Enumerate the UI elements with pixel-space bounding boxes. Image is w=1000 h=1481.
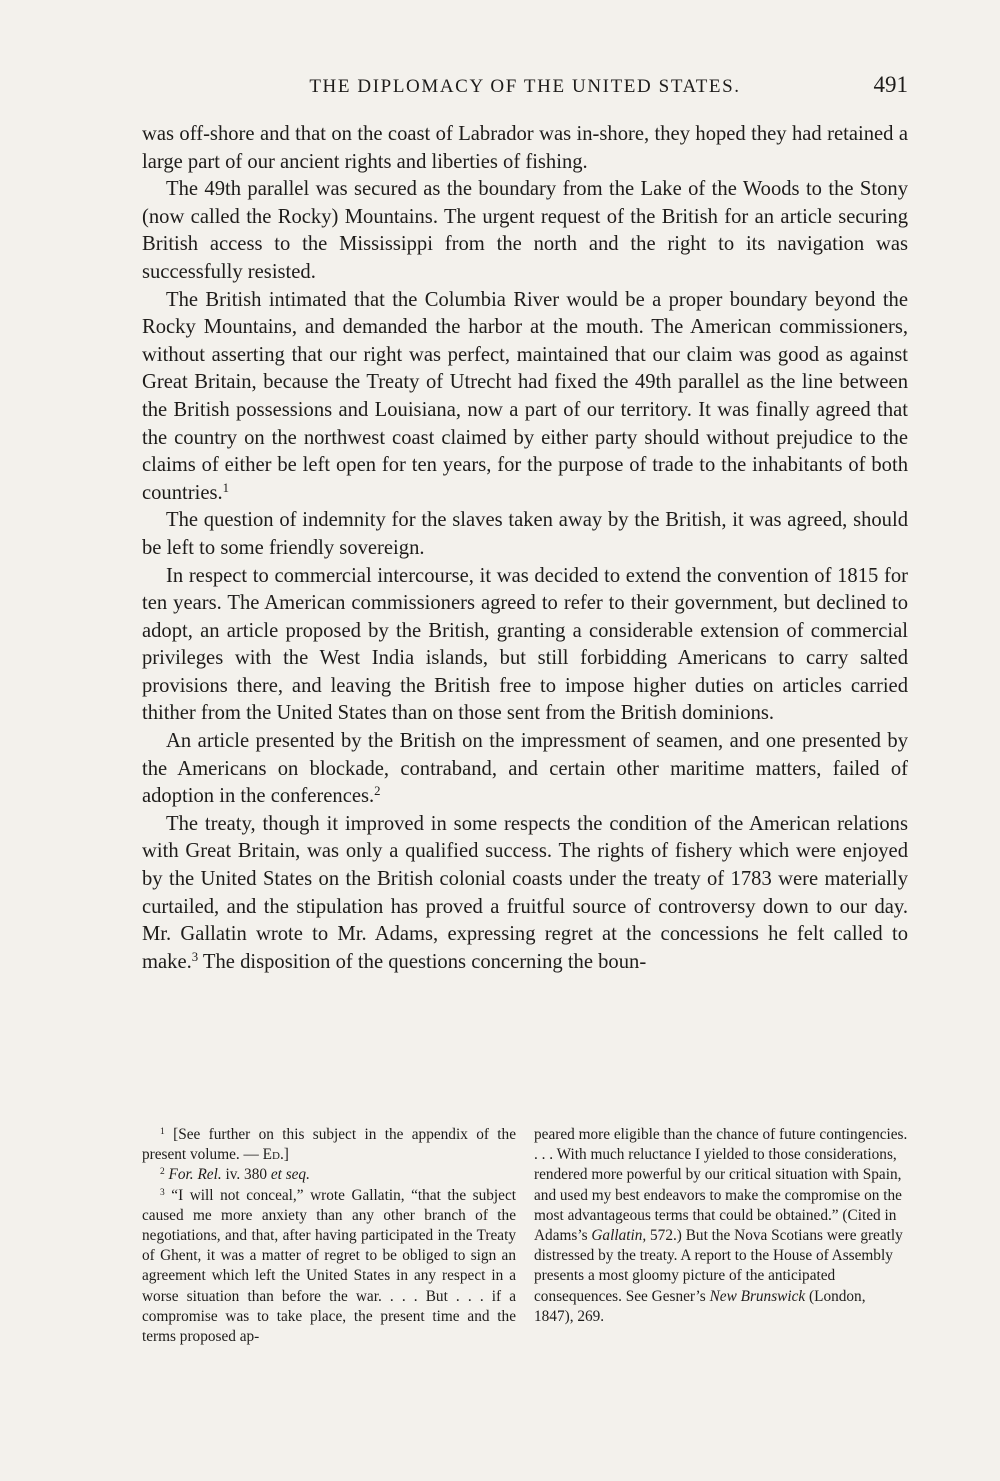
running-title: THE DIPLOMACY OF THE UNITED STATES. xyxy=(309,76,741,97)
paragraph-3 xyxy=(142,287,908,508)
footnotes-left-column xyxy=(142,1125,516,1347)
footnote-1 xyxy=(142,1125,516,1165)
paragraph-7-text-b: The disposition of the questions concerning the boun- xyxy=(198,950,647,973)
page-number: 491 xyxy=(873,72,908,97)
footnote-2 xyxy=(142,1165,516,1185)
paragraph-4-text: The question of indemnity for the slaves taken away by the British, it was agreed, should be left to some friendly sovereign. xyxy=(142,509,908,559)
footnote-3-text: “I will not conceal,” wrote Gallatin, “that the subject caused me more anxiety than any other branch of the negotiations, and that, after having participated in the Treaty of Ghent, it was a matter of regret to be obliged to sign an agreement which left the United States in any respect in a worse situation than before the war. . . . But . . . if a compromise was to take place, the present time and the terms proposed ap- xyxy=(142,1186,516,1346)
paragraph-2-text: The 49th parallel was secured as the boundary from the Lake of the Woods to the Stony (now called the Rocky) Mountains. The urgent request of the British for an article securing British access to the Mississippi from the north and the right to its navigation was successfully resisted. xyxy=(142,178,908,283)
footnote-3-cont-b: 572.) But the Nova Scotians were greatly distressed by the treaty. A report to the House of Assembly presents a most gloomy picture of the anticipated consequences. See Gesner’s xyxy=(534,1227,903,1305)
paragraph-6-text: An article presented by the British on the impressment of seamen, and one presented by the Americans on blockade, contraband, and certain other maritime matters, failed of adoption in the conferences. xyxy=(142,730,908,808)
paragraph-1 xyxy=(142,121,908,176)
footnote-ref-1: 1 xyxy=(222,480,230,495)
footnote-1-editor: Ed. xyxy=(262,1146,284,1164)
paragraph-2 xyxy=(142,176,908,286)
footnote-2-title: For. Rel. xyxy=(164,1166,222,1184)
footnote-3-mark: 3 xyxy=(160,1187,165,1198)
footnote-3-new-brunswick: New Brunswick xyxy=(709,1287,806,1305)
footnote-3-cont-c: (London, 1847), 269. xyxy=(534,1287,866,1325)
footnote-3 xyxy=(142,1186,516,1348)
paragraph-7-text-a: The treaty, though it improved in some respects the condition of the American relations with Great Britain, was only a qualified success. The rights of fishery which were enjoyed by the United States on the British colonial coasts under the treaty of 1783 were materially curtailed, and the stipulation has proved a fruitful source of controversy down to our day. Mr. Gallatin wrote to Mr. Adams, expressing regret at the concessions he felt called to make. xyxy=(142,812,908,973)
footnote-2-text: iv. 380 xyxy=(221,1166,271,1184)
paragraph-6 xyxy=(142,728,908,811)
footnote-2-mark: 2 xyxy=(160,1167,165,1178)
paragraph-7 xyxy=(142,811,908,977)
footnote-1-mark: 1 xyxy=(160,1126,165,1137)
footnote-1-close: ] xyxy=(283,1146,289,1164)
paragraph-4 xyxy=(142,507,908,562)
running-head xyxy=(142,72,908,106)
paragraph-1-text: was off-shore and that on the coast of Labrador was in-shore, they hoped they had retained a large part of our ancient rights and liberties of fishing. xyxy=(142,123,908,173)
footnote-2-et-seq: et seq. xyxy=(270,1166,310,1184)
footnotes xyxy=(142,1125,908,1347)
footnote-ref-2: 2 xyxy=(374,784,381,799)
footnote-1-text: [See further on this subject in the appendix of the present volume. — xyxy=(142,1126,516,1164)
body-text xyxy=(142,121,908,976)
footnote-3-cont-a: peared more eligible than the chance of future contingencies. . . . With much reluctance I yielded to those considerations, rendered more powerful by our critical situation with Spain, and used my best endeavors to make the compromise on the most advantageous terms that could be obtained.” (Cited in Adams’s xyxy=(534,1126,908,1245)
footnote-3-gallatin: Gallatin, xyxy=(591,1227,647,1245)
paragraph-5-text: In respect to commercial intercourse, it was decided to extend the convention of 1815 for ten years. The American commissioners agreed to refer to their government, but declined to adopt, an article proposed by the British, granting a considerable extension of commercial privileges with the West India islands, but still forbidding Americans to carry salted provisions there, and leaving the British free to impose higher duties on articles carried thither from the United States than on those sent from the British dominions. xyxy=(142,564,908,725)
paragraph-5 xyxy=(142,563,908,729)
footnotes-right-column xyxy=(534,1125,908,1347)
footnote-3-continued xyxy=(534,1125,908,1327)
footnote-ref-3: 3 xyxy=(191,949,199,964)
paragraph-3-text: The British intimated that the Columbia River would be a proper boundary beyond the Rocky Mountains, and demanded the harbor at the mouth. The American commissioners, without asserting that our right was perfect, maintained that our claim was good as against Great Britain, because the Treaty of Utrecht had fixed the 49th parallel as the line between the British possessions and Louisiana, now a part of our territory. It was finally agreed that the country on the northwest coast claimed by either party should without prejudice to the claims of either be left open for ten years, for the purpose of trade to the inhabitants of both countries. xyxy=(142,288,908,504)
